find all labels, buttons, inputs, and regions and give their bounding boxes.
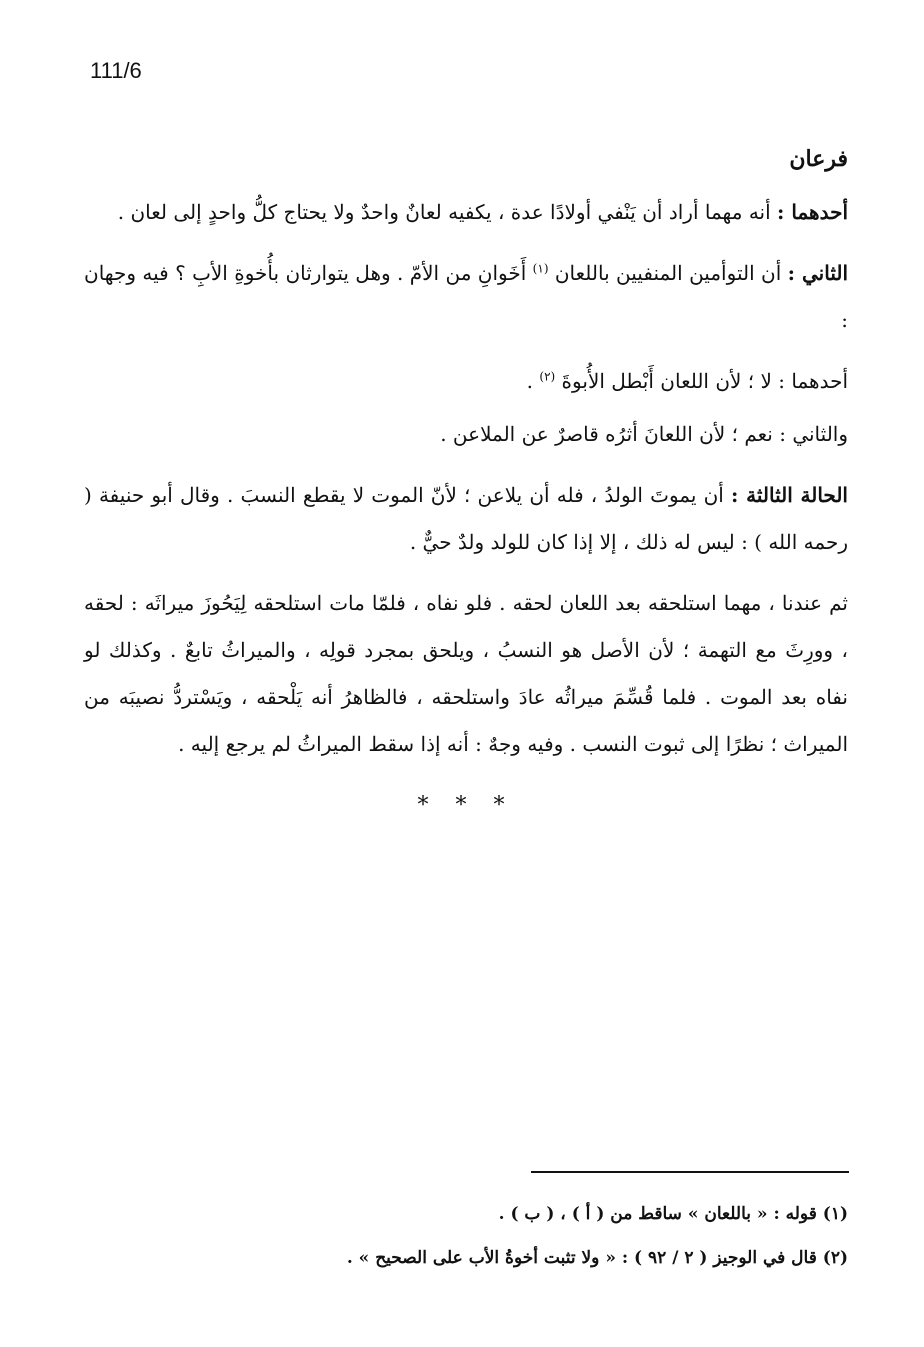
footnote-divider <box>531 1171 849 1173</box>
paragraph-acknowledgment <box>84 580 848 768</box>
paragraph-text: أَخَوانِ من الأمّ . وهل يتوارثان بأُخوةِ الأبِ ؟ فيه وجهان : <box>84 261 848 332</box>
footnote-ref-2[interactable]: (٢) <box>539 369 556 384</box>
footnotes <box>84 1196 848 1284</box>
paragraph-text: . <box>526 369 540 393</box>
paragraph-text: ثم عندنا ، مهما استلحقه بعد اللعان لحقه . فلو نفاه ، فلمّا مات استلحقه لِيَحُوزَ ميراثَه : لحقه ، وورِثَ مع التهمة ؛ لأن الأصل هو النسبُ ، ويلحق بمجرد قولِه ، والميراثُ تابعٌ . وكذلك لو نفاه بعد الموت . فلما قُسِّمَ ميراثُه عادَ واستلحقه ، فالظاهرُ أنه يَلْحقه ، ويَسْتردُّ نصيبَه من الميراث ؛ نظرًا إلى ثبوت النسب . وفيه وجهٌ : أنه إذا سقط الميراثُ لم يرجع إليه . <box>84 591 848 756</box>
footnote-2: (٢) قال في الوجيز ( ٢ / ٩٢ ) : « ولا تثبت أخوةُ الأب على الصحيح » . <box>346 1248 848 1268</box>
section-heading: فرعان <box>789 146 848 172</box>
paragraph-lead: الحالة الثالثة : <box>730 483 848 507</box>
paragraph-first-branch <box>84 189 848 236</box>
paragraph-text: والثاني : نعم ؛ لأن اللعانَ أثرُه قاصرٌ عن الملاعن . <box>440 422 848 446</box>
paragraph-text: أنه مهما أراد أن يَنْفي أولادًا عدة ، يكفيه لعانٌ واحدٌ ولا يحتاج كلُّ واحدٍ إلى لعان . <box>117 200 778 224</box>
paragraph-lead: أحدهما : <box>777 200 848 224</box>
section-separator: * * * <box>417 793 515 818</box>
paragraph-text: أن يموتَ الولدُ ، فله أن يلاعن ؛ لأنّ الموت لا يقطع النسبَ . وقال أبو حنيفة ( رحمه الله ) : ليس له ذلك ، إلا إذا كان للولد ولدٌ حيٌّ . <box>84 483 848 554</box>
paragraph-third-case <box>84 472 848 566</box>
paragraph-second-branch <box>84 250 848 344</box>
paragraph-first-view <box>84 358 848 405</box>
paragraph-lead: الثاني : <box>787 261 849 285</box>
paragraph-text: أحدهما : لا ؛ لأن اللعان أَبْطل الأُبوةَ <box>555 369 848 393</box>
paragraph-second-view <box>84 411 848 458</box>
footnote-ref-1[interactable]: (١) <box>532 261 549 276</box>
main-text <box>84 136 848 843</box>
paragraph-text: أن التوأمين المنفيين باللعان <box>548 261 788 285</box>
footnote-1: (١) قوله : « باللعان » ساقط من ( أ ) ، ( ب ) . <box>498 1204 848 1224</box>
page-number: 111/6 <box>90 58 142 83</box>
